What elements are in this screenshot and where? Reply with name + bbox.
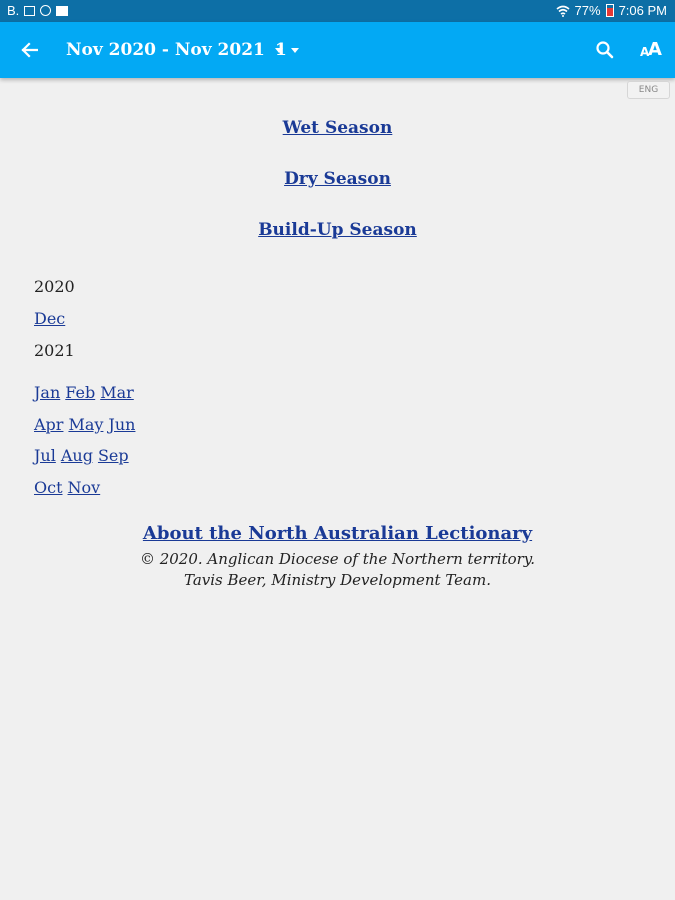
notification-square-icon [24,6,35,16]
image-icon [56,6,68,16]
page-number-dropdown[interactable] [275,37,299,63]
month-link-jun[interactable]: Jun [108,415,136,434]
about-lectionary-link[interactable]: About the North Australian Lectionary [142,523,533,544]
month-row-2020 [34,309,65,328]
month-link-feb[interactable]: Feb [65,383,96,402]
status-letter: B. [7,3,20,18]
credit-text: Tavis Beer, Ministry Development Team. [183,571,491,589]
font-size-button[interactable] [638,37,664,63]
month-link-mar[interactable]: Mar [100,383,134,402]
month-link-may[interactable]: May [68,415,104,434]
dry-season-link[interactable]: Dry Season [284,169,391,189]
battery-percent: 77% [574,3,601,18]
app-bar [0,22,675,78]
month-link-sep[interactable]: Sep [97,446,129,465]
page-number-label: 1 [275,40,287,60]
wet-season-link[interactable]: Wet Season [282,118,393,138]
status-right [556,3,667,18]
month-link-nov[interactable]: Nov [67,478,101,497]
status-bar [0,0,675,22]
wifi-icon [556,5,570,17]
language-badge[interactable]: ENG [627,81,670,99]
month-row-2021-3 [34,446,129,465]
build-up-season-link[interactable]: Build-Up Season [258,220,417,240]
font-size-icon: A [648,39,662,60]
month-link-jan[interactable]: Jan [34,383,61,402]
back-arrow-icon [20,42,38,58]
font-size-icon-small: A [640,45,650,59]
month-link-dec-2020[interactable]: Dec [34,309,66,328]
date-range-label: Nov 2020 - Nov 2021 [66,40,265,60]
search-button[interactable] [594,38,616,62]
month-row-2021-2 [34,415,135,434]
globe-icon [40,5,51,16]
month-link-aug[interactable]: Aug [60,446,93,465]
chevron-down-icon [291,48,299,53]
search-icon [594,38,616,62]
back-button[interactable] [14,36,44,64]
date-range-dropdown[interactable] [66,37,283,63]
month-link-apr[interactable]: Apr [34,415,64,434]
month-link-oct[interactable]: Oct [34,478,63,497]
copyright-text: © 2020. Anglican Diocese of the Northern territory. [139,550,536,568]
status-left [7,3,68,18]
month-link-jul[interactable]: Jul [34,446,56,465]
year-label-2020: 2020 [34,277,75,296]
battery-icon [606,4,614,17]
status-time: 7:06 PM [618,3,667,18]
year-label-2021: 2021 [34,341,75,360]
month-row-2021-4 [34,478,100,497]
month-row-2021-1 [34,383,134,402]
